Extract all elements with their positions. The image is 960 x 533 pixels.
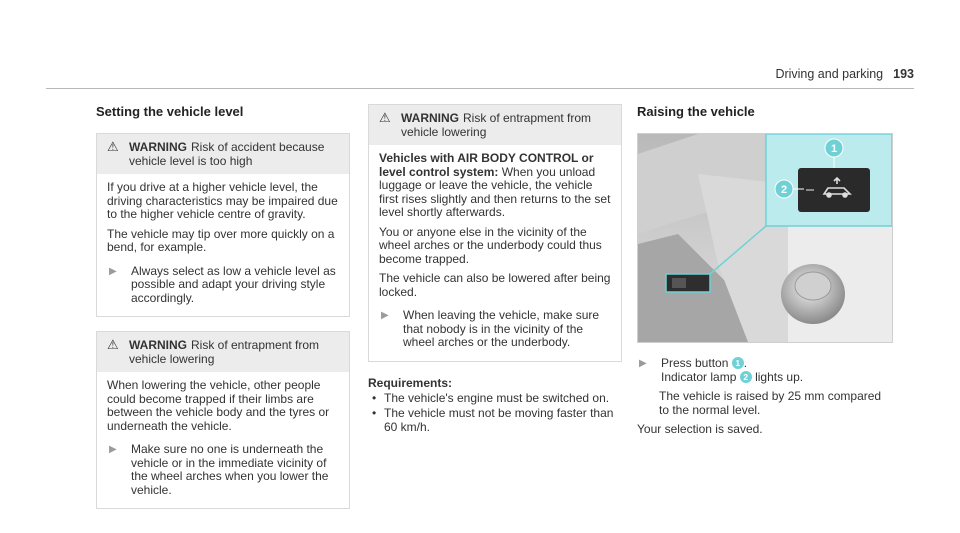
warning-paragraph: You or anyone else in the vicinity of the wheel arches or the underbody could thus become trapped.	[379, 224, 602, 266]
step-text: When leaving the vehicle, make sure that nobody is in the vicinity of the wheel arches or the underbody.	[403, 308, 600, 349]
step-text: Make sure no one is underneath the vehicle or in the immediate vicinity of the wheel arches when you lower the vehicle.	[131, 442, 329, 497]
result-paragraph: The vehicle is raised by 25 mm compared to the normal level.	[659, 389, 882, 417]
console-illustration	[638, 134, 892, 342]
section-heading: Raising the vehicle	[637, 104, 755, 119]
warning-body	[97, 372, 349, 508]
warning-box	[368, 104, 622, 362]
step-arrow-icon: ▶	[109, 444, 117, 455]
warning-label: WARNING	[401, 111, 459, 125]
warning-box	[96, 133, 350, 317]
vehicle-console-photo	[637, 133, 893, 343]
warning-body	[97, 174, 349, 316]
step-text-part: Press button	[661, 356, 729, 370]
warning-header	[97, 332, 349, 372]
warning-header	[369, 105, 621, 145]
warning-body	[369, 145, 621, 361]
bullet-icon: •	[372, 390, 377, 405]
warning-header	[97, 134, 349, 174]
header-rule	[46, 88, 914, 89]
warning-label: WARNING	[129, 338, 187, 352]
callout-ref-1: 1	[732, 357, 744, 369]
step-arrow-icon: ▶	[109, 265, 117, 277]
page-number: 193	[893, 67, 914, 81]
step-text: Press button 1 . Indicator lamp 2 lights up.	[661, 356, 804, 384]
column-1	[96, 98, 350, 523]
warning-paragraph: When lowering the vehicle, other people could become trapped if their limbs are between the vehicle body and the tyres or underneath the vehicle.	[107, 378, 330, 433]
warning-label: WARNING	[129, 140, 187, 154]
bullet-icon: •	[372, 406, 377, 420]
warning-paragraph: The vehicle may tip over more quickly on a bend, for example.	[107, 226, 335, 254]
list-item-text: The vehicle's engine must be switched on.	[384, 390, 610, 405]
warning-triangle-icon: ⚠	[107, 139, 119, 154]
warning-title: Risk of entrapment from vehicle lowering	[129, 338, 320, 366]
requirements-heading: Requirements:	[368, 375, 453, 390]
result-paragraph: Your selection is saved.	[637, 422, 763, 436]
warning-paragraph	[379, 152, 611, 220]
list-item	[368, 392, 622, 406]
step-text: Always select as low a vehicle level as possible and adapt your driving style accordingly.	[131, 263, 336, 305]
list-item-text: The vehicle must not be moving faster than 60 km/h.	[384, 406, 614, 434]
step-arrow-icon: ▶	[381, 310, 389, 321]
warning-triangle-icon: ⚠	[379, 110, 391, 125]
step-arrow-icon: ▶	[639, 358, 647, 369]
column-2	[368, 98, 622, 436]
header-title: Driving and parking	[775, 67, 884, 81]
warning-box	[96, 331, 350, 509]
step-text-part: lights up.	[755, 369, 804, 384]
step-text-part: Indicator lamp	[661, 369, 737, 384]
callout-2-label: 2	[780, 184, 788, 196]
page-header	[775, 67, 914, 81]
warning-paragraph: The vehicle can also be lowered after being locked.	[379, 271, 611, 299]
warning-bold-lead: Vehicles with AIR BODY CONTROL or level control system:	[379, 151, 594, 179]
instruction-step	[107, 265, 339, 306]
column-3	[637, 98, 891, 443]
instruction-step	[107, 443, 339, 497]
section-heading: Setting the vehicle level	[96, 104, 244, 119]
callout-1-label: 1	[830, 143, 838, 155]
requirements-list	[368, 392, 622, 435]
warning-paragraph: If you drive at a higher vehicle level, the driving characteristics may be impaired due to the higher vehicle centre of gravity.	[107, 180, 338, 221]
callout-ref-2: 2	[740, 371, 752, 383]
warning-title: Risk of entrapment from vehicle lowering	[401, 111, 592, 139]
list-item	[368, 407, 622, 434]
warning-lead-text: When you unload luggage or leave the vehicle, the vehicle first rises slightly and then returns to the set level shortly afterwards.	[379, 164, 611, 219]
instruction-step	[379, 309, 611, 350]
instruction-step	[637, 357, 891, 384]
warning-title: Risk of accident because vehicle level is too high	[129, 140, 325, 168]
warning-triangle-icon: ⚠	[107, 337, 119, 352]
